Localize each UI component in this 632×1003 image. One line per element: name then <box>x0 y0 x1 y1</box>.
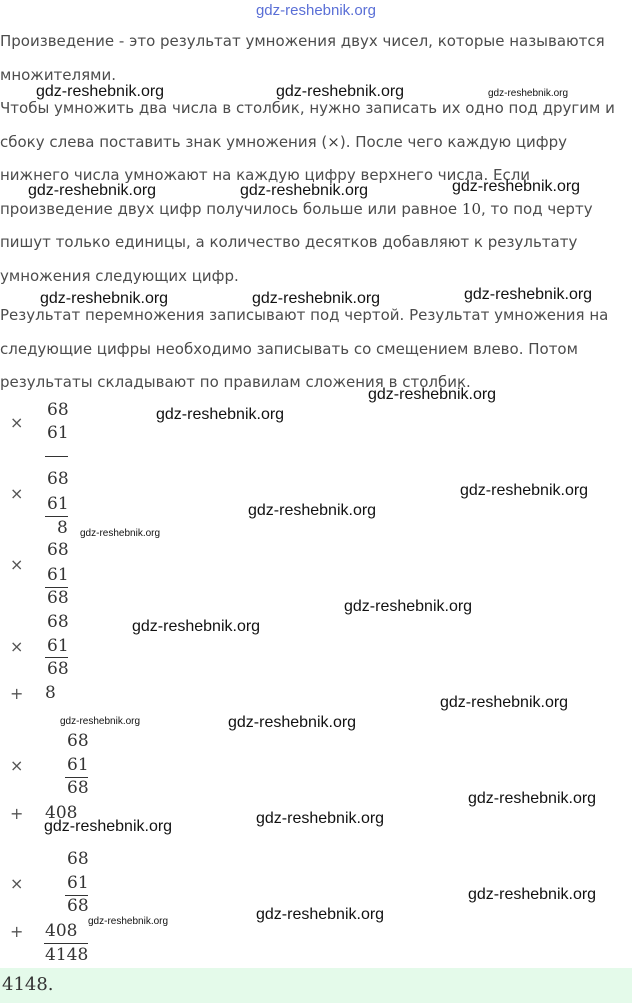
multiplier: 61 <box>47 636 69 656</box>
watermark-text: gdz-reshebnik.org <box>248 502 377 519</box>
multiplicand: 68 <box>67 849 89 869</box>
multiply-operator: × <box>10 756 24 775</box>
multiply-operator: × <box>10 413 24 432</box>
watermark-text: gdz-reshebnik.org <box>344 598 473 615</box>
watermark-text: gdz-reshebnik.org <box>468 886 597 903</box>
partial-product: 68 <box>67 778 89 798</box>
definition-paragraph: Произведение - это результат умножения двух чисел, которые называются множителями. <box>0 32 605 84</box>
watermark-text: gdz-reshebnik.org <box>44 818 173 835</box>
watermark-text: gdz-reshebnik.org <box>460 482 589 499</box>
multiplicand: 68 <box>47 400 69 420</box>
sum-rule <box>44 943 88 944</box>
watermark-text: gdz-reshebnik.org <box>88 916 169 927</box>
watermark-text: gdz-reshebnik.org <box>256 810 385 827</box>
method-text-part-3: , то под черту пишут только единицы, а количество десятков добавляют к результату умножения следующих цифр. <box>0 199 593 285</box>
number-ten-inline: 10 <box>461 199 481 218</box>
watermark-text: gdz-reshebnik.org <box>36 83 165 100</box>
watermark-text: gdz-reshebnik.org <box>80 528 161 539</box>
watermark-text: gdz-reshebnik.org <box>252 290 381 307</box>
final-product: 4148 <box>45 945 89 965</box>
multiplier: 61 <box>47 494 69 514</box>
partial-product: 68 <box>47 659 69 679</box>
result-paragraph: Результат перемножения записывают под чертой. Результат умножения на следующие цифры необходимо записывать со смещением влево. Потом результаты складывают по правилам сложения в столбик. <box>0 306 609 391</box>
watermark-text: gdz-reshebnik.org <box>464 286 593 303</box>
multiplier: 61 <box>67 755 89 775</box>
multiplier: 61 <box>47 565 69 585</box>
multiply-operator: × <box>10 637 24 656</box>
watermark-text: gdz-reshebnik.org <box>468 790 597 807</box>
method-text-part-1: Чтобы умножить два числа в столбик, нужно записать их одно под другим и сбоку слева поставить знак умножения ( <box>0 99 615 151</box>
watermark-text: gdz-reshebnik.org <box>132 618 261 635</box>
multiplicand: 68 <box>47 612 69 632</box>
method-text-part-2: ). После чего каждую цифру нижнего числа умножают на каждую цифру верхнего числа. Если произведение двух цифр получилось больше или равное <box>0 132 568 218</box>
watermark-text: gdz-reshebnik.org <box>40 290 169 307</box>
watermark-text: gdz-reshebnik.org <box>276 83 405 100</box>
partial-product: 68 <box>67 896 89 916</box>
watermark-text: gdz-reshebnik.org <box>240 182 369 199</box>
partial-product-shifted: 8 <box>45 683 56 703</box>
site-header-watermark: gdz-reshebnik.org <box>255 2 377 19</box>
multiplier: 61 <box>47 423 69 443</box>
multiply-sign-inline: × <box>327 132 340 151</box>
add-operator: + <box>10 804 24 823</box>
multiply-operator: × <box>10 874 24 893</box>
answer-value: 4148. <box>2 974 54 995</box>
line-rule <box>45 516 68 517</box>
watermark-text: gdz-reshebnik.org <box>156 406 285 423</box>
watermark-text: gdz-reshebnik.org <box>440 694 569 711</box>
partial-product-shifted: 408 <box>45 803 78 823</box>
multiplicand: 68 <box>47 540 69 560</box>
multiplier: 61 <box>67 873 89 893</box>
partial-product: 8 <box>57 518 68 538</box>
multiply-operator: × <box>10 484 24 503</box>
watermark-text: gdz-reshebnik.org <box>488 88 569 99</box>
line-rule <box>45 657 68 658</box>
line-rule <box>45 456 68 457</box>
watermark-text: gdz-reshebnik.org <box>60 716 141 727</box>
watermark-text: gdz-reshebnik.org <box>368 386 497 403</box>
watermark-text: gdz-reshebnik.org <box>28 182 157 199</box>
partial-product-shifted: 408 <box>45 921 78 941</box>
partial-product: 68 <box>47 588 69 608</box>
watermark-text: gdz-reshebnik.org <box>452 178 581 195</box>
add-operator: + <box>10 684 24 703</box>
add-operator: + <box>10 922 24 941</box>
answer-box <box>0 968 632 1003</box>
multiplicand: 68 <box>67 731 89 751</box>
multiply-operator: × <box>10 555 24 574</box>
multiplicand: 68 <box>47 469 69 489</box>
watermark-text: gdz-reshebnik.org <box>228 714 357 731</box>
watermark-text: gdz-reshebnik.org <box>256 906 385 923</box>
